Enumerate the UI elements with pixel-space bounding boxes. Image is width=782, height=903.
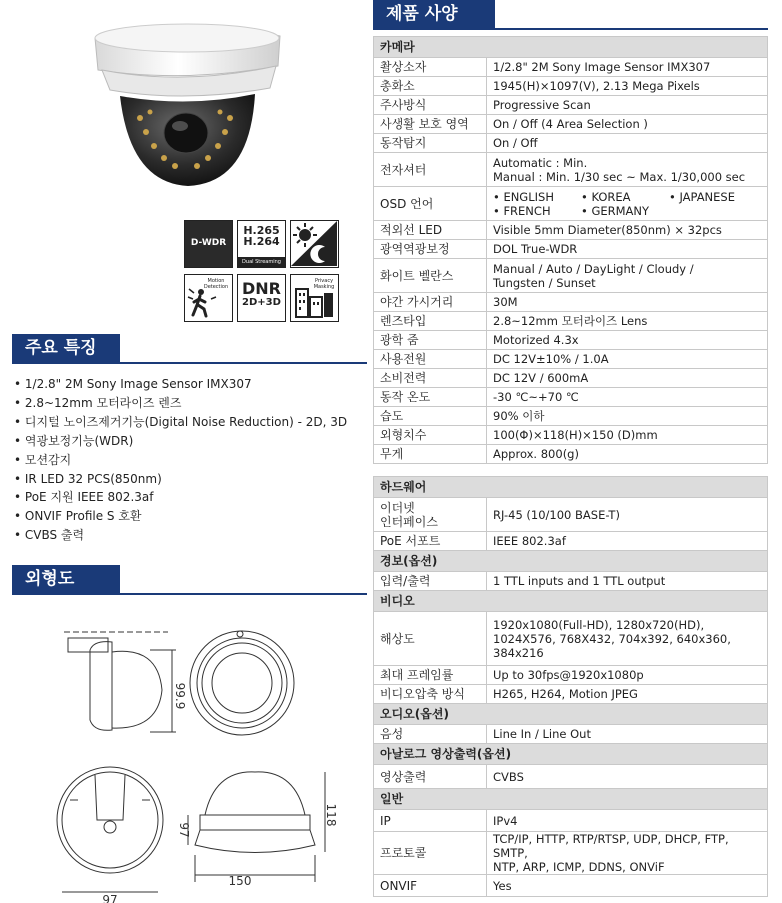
dimension-drawing: [40, 620, 370, 903]
dim-label: 150: [228, 874, 252, 888]
dwdr-icon: D-WDR: [184, 220, 233, 268]
spec-header: [373, 0, 768, 30]
table-row: 해상도 1920x1080(Full-HD), 1280x720(HD), 1024X576, 768X432, 704x392, 640x360, 384x216: [374, 612, 768, 666]
table-row: ONVIF Yes: [374, 875, 768, 897]
category-general: 일반: [374, 789, 768, 810]
dim-label: 97: [177, 822, 191, 838]
table-row: 촬상소자 1/2.8" 2M Sony Image Sensor IMX307: [374, 58, 768, 77]
table-row: 광학 줌 Motorized 4.3x: [374, 331, 768, 350]
table-row: 영상출력 CVBS: [374, 765, 768, 789]
list-item: • 모션감지: [14, 452, 72, 467]
list-item: • 디지털 노이즈제거기능(Digital Noise Reduction) - 2D, 3D: [14, 414, 348, 429]
table-row: 프로토콜 TCP/IP, HTTP, RTP/RTSP, UDP, DHCP, FTP, SMTP, NTP, ARP, ICMP, DDNS, ONViF: [374, 832, 768, 875]
list-item: • PoE 지원 IEEE 802.3af: [14, 490, 154, 505]
dim-label: 99.9: [173, 682, 187, 710]
table-row: 습도 90% 이하: [374, 407, 768, 426]
list-item: • 2.8~12mm 모터라이즈 렌즈: [14, 395, 182, 410]
table-row: 입력/출력 1 TTL inputs and 1 TTL output: [374, 572, 768, 591]
table-row: 주사방식 Progressive Scan: [374, 96, 768, 115]
table-row: 렌즈타입 2.8~12mm 모터라이즈 Lens: [374, 312, 768, 331]
features-list: [14, 375, 364, 545]
table-row: IP IPv4: [374, 810, 768, 832]
table-row: 적외선 LED Visible 5mm Diameter(850nm) × 32pcs: [374, 221, 768, 240]
table-row: 최대 프레임률 Up to 30fps@1920x1080p: [374, 666, 768, 685]
dim-label: 97: [102, 893, 118, 903]
spec-title: 제품 사양: [373, 0, 495, 28]
table-row: 사용전원 DC 12V±10% / 1.0A: [374, 350, 768, 369]
table-row: PoE 서포트 IEEE 802.3af: [374, 532, 768, 551]
table-row: 소비전력 DC 12V / 600mA: [374, 369, 768, 388]
list-item: • 역광보정기능(WDR): [14, 433, 134, 448]
category-alarm: 경보(옵션): [374, 551, 768, 572]
motion-detection-icon: Motion Detection: [184, 274, 233, 322]
category-hardware: 하드웨어: [374, 477, 768, 498]
table-row: 광역역광보정 DOL True-WDR: [374, 240, 768, 259]
category-camera: 카메라: [374, 37, 768, 58]
features-title: 주요 특징: [12, 334, 120, 362]
category-analog: 아날로그 영상출력(옵션): [374, 744, 768, 765]
category-video: 비디오: [374, 591, 768, 612]
table-row: 이더넷 인터페이스 RJ-45 (10/100 BASE-T): [374, 498, 768, 532]
table-row: 화이트 벨란스 Manual / Auto / DayLight / Cloudy / Tungsten / Sunset: [374, 259, 768, 293]
list-item: • 1/2.8" 2M Sony Image Sensor IMX307: [14, 377, 252, 391]
list-item: • CVBS 출력: [14, 528, 85, 543]
features-header: [12, 334, 367, 364]
table-row: 비디오압축 방식 H265, H264, Motion JPEG: [374, 685, 768, 704]
table-row: 무게 Approx. 800(g): [374, 445, 768, 464]
camera-photo: [80, 8, 290, 208]
table-row: 동작탐지 On / Off: [374, 134, 768, 153]
privacy-masking-icon: Privacy Masking: [290, 274, 339, 322]
table-row: 야간 가시거리 30M: [374, 293, 768, 312]
dim-label: 118: [324, 803, 338, 827]
table-row: 음성 Line In / Line Out: [374, 725, 768, 744]
table-row: OSD 언어 • ENGLISH • KOREA • JAPANESE • FRENCH • GERMANY: [374, 187, 768, 221]
codec-icon: H.265 H.264 Dual Streaming: [237, 220, 286, 268]
list-item: • ONVIF Profile S 호환: [14, 509, 142, 524]
drawing-title: 외형도: [12, 565, 120, 593]
table-row: 전자셔터 Automatic : Min. Manual : Min. 1/30 sec ~ Max. 1/30,000 sec: [374, 153, 768, 187]
table-row: 사생활 보호 영역 On / Off (4 Area Selection ): [374, 115, 768, 134]
category-audio: 오디오(옵션): [374, 704, 768, 725]
dnr-icon: DNR 2D+3D: [237, 274, 286, 322]
table-row: 동작 온도 -30 ℃~+70 ℃: [374, 388, 768, 407]
day-night-icon: [290, 220, 339, 268]
spec-table: [373, 36, 768, 897]
table-row: 총화소 1945(H)×1097(V), 2.13 Mega Pixels: [374, 77, 768, 96]
list-item: • IR LED 32 PCS(850nm): [14, 471, 162, 486]
drawing-header: [12, 565, 367, 595]
table-row: 외형치수 100(Φ)×118(H)×150 (D)mm: [374, 426, 768, 445]
